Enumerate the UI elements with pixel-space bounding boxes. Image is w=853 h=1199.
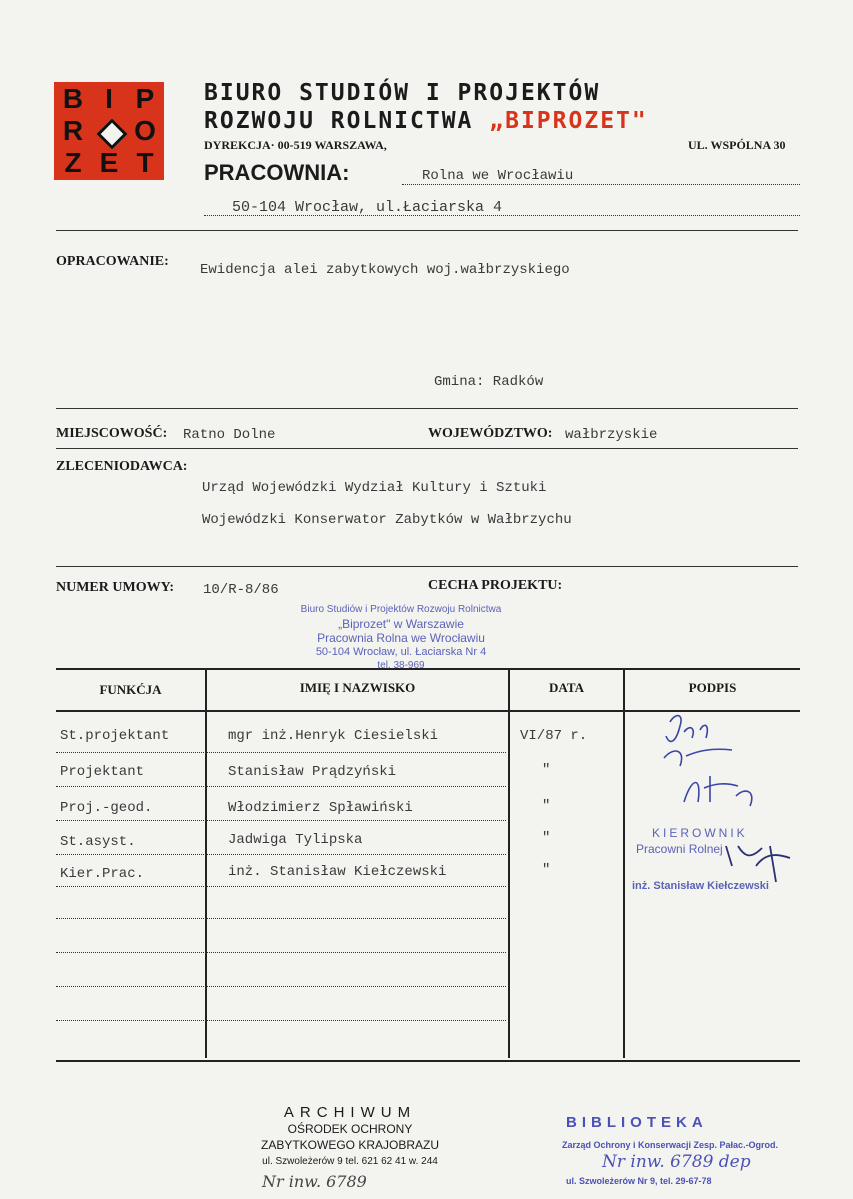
header-dyrekcja: DYREKCJA· 00-519 WARSZAWA,	[204, 138, 387, 152]
kierownik-stamp-title: KIEROWNIK	[652, 826, 748, 840]
table-row-data: "	[542, 798, 551, 814]
pracownia-address: 50-104 Wrocław, ul.Łaciarska 4	[232, 199, 503, 216]
table-row-data: "	[542, 862, 551, 878]
table-row-data: VI/87 r.	[520, 728, 588, 744]
logo-letter: T	[136, 147, 154, 178]
table-row-line	[56, 918, 506, 919]
archiwum-handwritten-inventory: Nr inw. 6789	[262, 1172, 367, 1191]
table-row-line	[56, 886, 506, 887]
table-header-funkcja: FUNKĆJA	[99, 682, 162, 697]
table-row-data: "	[542, 762, 551, 778]
logo-letter: Z	[64, 147, 82, 178]
archiwum-line3: ZABYTKOWEGO KRAJOBRAZU	[260, 1138, 440, 1152]
logo-letter: E	[99, 147, 119, 178]
header-title-line2-part1: ROZWOJU ROLNICTWA	[204, 108, 474, 134]
divider-zleceniodawca	[56, 566, 798, 567]
table-row-funkcja: St.asyst.	[60, 834, 136, 850]
office-stamp-line5: tel. 38-969	[377, 660, 425, 671]
logo-letter: R	[62, 115, 84, 146]
table-row-line	[56, 986, 506, 987]
zleceniodawca-label: ZLECENIODAWCA:	[56, 459, 188, 474]
miejscowosc-value: Ratno Dolne	[183, 427, 276, 443]
table-row-line	[56, 1020, 506, 1021]
office-stamp-line1: Biuro Studiów i Projektów Rozwoju Rolnictwa	[300, 604, 502, 615]
wojewodztwo-value: wałbrzyskie	[565, 427, 658, 443]
header-address: UL. WSPÓLNA 30	[688, 138, 786, 152]
kierownik-stamp-name: inż. Stanisław Kiełczewski	[632, 880, 769, 892]
biblioteka-address: ul. Szwoleżerów Nr 9, tel. 29-67-78	[566, 1176, 712, 1186]
zleceniodawca-line1: Urząd Wojewódzki Wydział Kultury i Sztuki	[202, 480, 547, 496]
biprozet-logo	[54, 82, 164, 180]
divider-miejscowosc	[56, 448, 798, 449]
header-title-brand: „BIPROZET"	[489, 108, 648, 134]
header-title-line2	[204, 108, 648, 134]
numer-umowy-label: NUMER UMOWY:	[56, 580, 175, 595]
biblioteka-line2: Zarząd Ochrony i Konserwacji Zesp. Pałac.-Ogrod.	[562, 1140, 779, 1150]
logo-letter: O	[134, 115, 156, 146]
biblioteka-handwritten-inventory: Nr inw. 6789 dep	[602, 1152, 751, 1172]
table-col-divider	[623, 668, 625, 1058]
wojewodztwo-label: WOJEWÓDZTWO:	[428, 426, 553, 441]
biblioteka-title: BIBLIOTEKA	[566, 1114, 708, 1131]
table-col-divider	[205, 668, 207, 1058]
archiwum-address: ul. Szwoleżerów 9 tel. 621 62 41 w. 244	[262, 1156, 438, 1167]
zleceniodawca-line2: Wojewódzki Konserwator Zabytków w Wałbrzychu	[202, 512, 572, 528]
signature-mark	[684, 776, 752, 806]
table-row-data: "	[542, 830, 551, 846]
kierownik-stamp-line2: Pracowni Rolnej	[636, 842, 723, 856]
signature-mark	[726, 846, 790, 882]
table-row-line	[56, 854, 506, 855]
logo-letter: B	[62, 83, 84, 114]
divider-gmina	[56, 408, 798, 409]
office-stamp-line2: „Biprozet" w Warszawie	[338, 617, 464, 631]
signature-mark	[664, 716, 732, 766]
archiwum-line2: OŚRODEK OCHRONY	[287, 1122, 413, 1136]
office-stamp	[270, 603, 532, 673]
logo-letter: P	[135, 83, 155, 114]
table-row-line	[56, 820, 506, 821]
pracownia-value: Rolna we Wrocławiu	[422, 168, 574, 184]
table-row-nazwisko: Jadwiga Tylipska	[228, 832, 363, 848]
table-row-nazwisko: mgr inż.Henryk Ciesielski	[228, 728, 439, 744]
table-header-podpis: PODPIS	[688, 680, 737, 695]
table-row-nazwisko: Stanisław Prądzyński	[228, 764, 397, 780]
header-title-line1: BIURO STUDIÓW I PROJEKTÓW	[204, 80, 601, 106]
table-row-line	[56, 786, 506, 787]
office-stamp-line3: Pracownia Rolna we Wrocławiu	[317, 631, 485, 645]
address-dotted-line	[204, 215, 800, 216]
table-row-funkcja: Projektant	[60, 764, 145, 780]
gmina-value: Gmina: Radków	[434, 374, 544, 390]
miejscowosc-label: MIEJSCOWOŚĆ:	[56, 426, 168, 441]
table-row-nazwisko: Włodzimierz Spławiński	[228, 800, 413, 816]
table-row-line	[56, 752, 506, 753]
opracowanie-label: OPRACOWANIE:	[56, 254, 169, 269]
cecha-projektu-label: CECHA PROJEKTU:	[428, 578, 563, 593]
logo-diamond-icon	[96, 118, 127, 149]
table-row-funkcja: Kier.Prac.	[60, 866, 145, 882]
signatures-svg	[640, 706, 810, 906]
archiwum-title: ARCHIWUM	[283, 1104, 417, 1121]
table-row-funkcja: Proj.-geod.	[60, 800, 153, 816]
office-stamp-line4: 50-104 Wrocław, ul. Łaciarska Nr 4	[315, 646, 487, 658]
table-header-nazwisko: IMIĘ I NAZWISKO	[299, 680, 416, 695]
numer-umowy-value: 10/R-8/86	[203, 582, 279, 598]
opracowanie-value: Ewidencja alei zabytkowych woj.wałbrzyskiego	[200, 262, 570, 278]
logo-letter: I	[105, 83, 113, 114]
table-row-funkcja: St.projektant	[60, 728, 170, 744]
pracownia-label: PRACOWNIA:	[204, 160, 350, 185]
table-row-line	[56, 952, 506, 953]
header-divider	[56, 230, 798, 231]
table-col-divider	[508, 668, 510, 1058]
table-header-data: DATA	[549, 680, 584, 695]
pracownia-dotted-line	[402, 184, 800, 185]
table-row-nazwisko: inż. Stanisław Kiełczewski	[228, 864, 447, 880]
